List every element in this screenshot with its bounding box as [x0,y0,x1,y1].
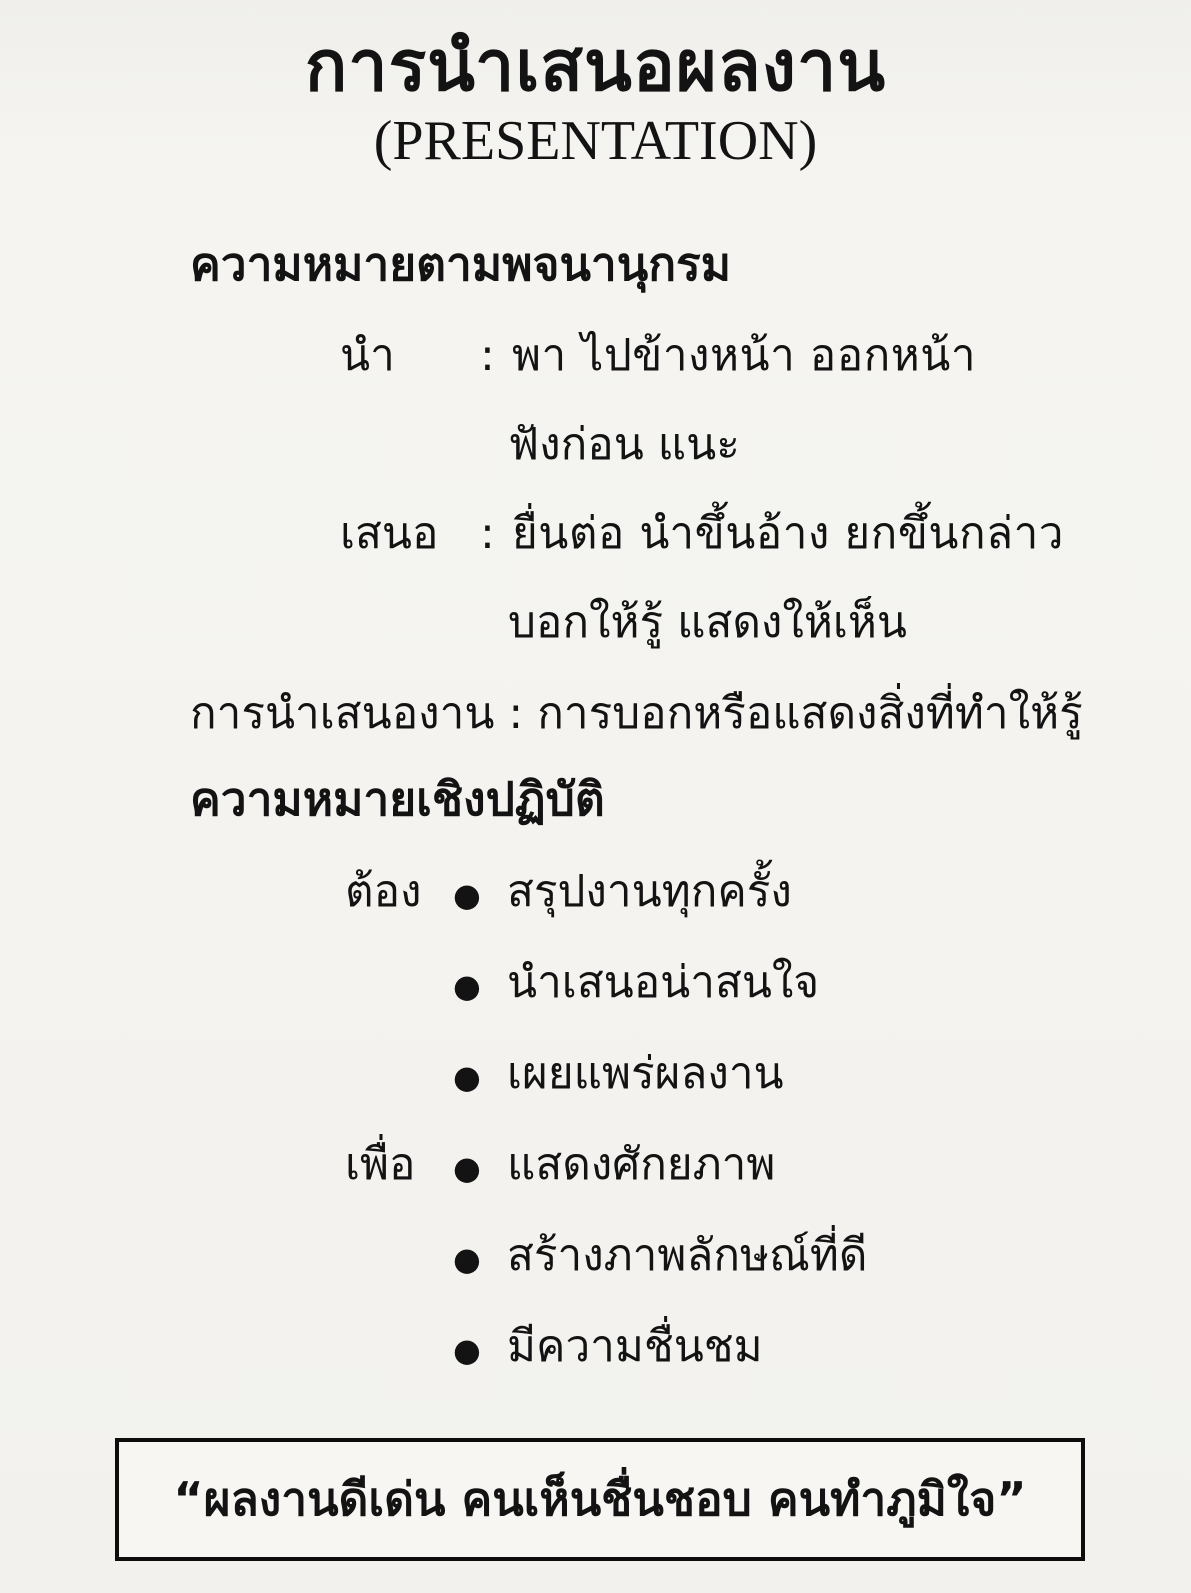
quote-text: “ผลงานดีเด่น คนเห็นชื่นชอบ คนทำภูมิใจ” [173,1472,1027,1527]
bullet-row-phuea-2 [345,1228,1191,1283]
bullet-item: มีความชื่นชม [507,1321,763,1373]
definition-term-nam: นำ [340,329,395,381]
bullet-group-label-tong: ต้อง [345,866,422,918]
definition-colon: : [480,507,495,559]
bullet-icon: ● [453,1148,481,1187]
bullet-item: สร้างภาพลักษณ์ที่ดี [507,1230,868,1282]
bullet-icon: ● [453,1330,481,1369]
bullet-icon: ● [453,966,481,1005]
bullet-item: สรุปงานทุกครั้ง [507,866,792,918]
practical-heading: ความหมายเชิงปฏิบัติ [190,771,605,826]
definition-summary: การนำเสนองาน : การบอกหรือแสดงสิ่งที่ทำให้รู้ [190,687,1083,739]
bullet-row-phuea-1 [345,1137,1191,1192]
bullet-row-phuea-3 [345,1319,1191,1374]
bullet-item: นำเสนอน่าสนใจ [507,957,820,1009]
page-title: การนำเสนอผลงาน [304,25,887,107]
bullet-row-tong-1 [345,864,1191,919]
bullet-item: แสดงศักยภาพ [507,1139,776,1191]
bullet-row-tong-3 [345,1046,1191,1101]
definition-text-sanoe-line1: ยื่นต่อ นำขึ้นอ้าง ยกขึ้นกล่าว [512,507,1064,559]
quote-box [115,1438,1085,1561]
definition-term-sanoe: เสนอ [340,507,439,559]
definition-row-sanoe [340,506,1191,561]
bullet-icon: ● [453,875,481,914]
page-subtitle: (PRESENTATION) [373,109,818,172]
dictionary-heading: ความหมายตามพจนานุกรม [190,237,732,292]
bullet-icon: ● [453,1057,481,1096]
definition-text-nam-line2: ฟังก่อน แนะ [508,418,740,470]
definition-text-sanoe-line2: บอกให้รู้ แสดงให้เห็น [508,596,907,648]
definition-colon: : [480,329,495,381]
definition-row-nam [340,328,1191,383]
bullet-icon: ● [453,1239,481,1278]
bullet-item: เผยแพร่ผลงาน [507,1048,784,1100]
bullet-row-tong-2 [345,955,1191,1010]
bullet-group-label-phuea: เพื่อ [345,1139,416,1191]
definition-text-nam-line1: พา ไปข้างหน้า ออกหน้า [512,329,977,381]
